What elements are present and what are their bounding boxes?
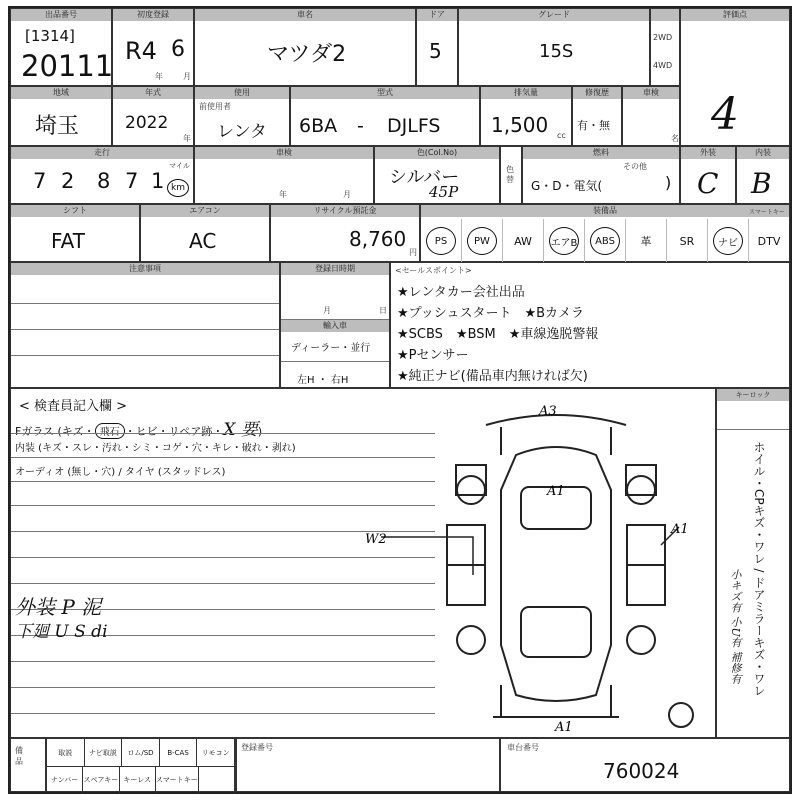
registration-cell: [280, 262, 390, 388]
registration-month: 月: [323, 306, 331, 315]
lot-number: 20111: [21, 49, 114, 83]
frame-number-value: 760024: [603, 759, 680, 783]
fuel-label: 燃料: [523, 147, 679, 159]
equipment-item: [585, 219, 626, 263]
shaken-month: 月: [343, 190, 351, 199]
accessories-row-2: [47, 766, 235, 793]
handle-value: 左H ・ 右H: [297, 375, 349, 386]
footer-accessories: [46, 738, 236, 792]
equipment-label: PS: [426, 227, 456, 255]
fuel-other-label: その他: [623, 162, 647, 171]
usage-label: 使用: [195, 87, 289, 99]
equipment-label: SR: [679, 234, 695, 248]
footer-mark-cell: [10, 738, 46, 792]
doors-value: 5: [429, 39, 442, 63]
front-windshield: [521, 607, 591, 657]
mileage-unit-mile: マイル: [169, 162, 190, 170]
usage-value: レンタ: [217, 122, 267, 142]
ac-cell: [140, 204, 270, 262]
first-reg-year-unit: 年: [155, 72, 163, 81]
shift-cell: [10, 204, 140, 262]
glass-end: ): [257, 425, 263, 438]
doors-label: ドア: [417, 9, 457, 21]
ac-label: エアコン: [141, 205, 269, 217]
mark-w2: W2: [365, 532, 387, 547]
equipment-item: [708, 219, 749, 263]
inspection-unit: 名: [671, 134, 679, 143]
lot-code: [1314]: [25, 27, 75, 45]
drive-4wd: 4WD: [653, 61, 673, 70]
accessory-item: キーレス: [120, 766, 156, 793]
exterior-label: 外装: [681, 147, 735, 159]
car-name-value: マツダ2: [267, 42, 347, 67]
rear-right-wheel: [627, 476, 655, 504]
fuel-cell: [522, 146, 680, 204]
grade-label: グレード: [459, 9, 649, 21]
shaken-cell: [194, 146, 374, 204]
fuel-value: G・D・電気(: [531, 179, 603, 193]
score-cell: [680, 8, 790, 146]
displacement-label: 排気量: [481, 87, 571, 99]
exterior-cell: [680, 146, 736, 204]
region-label: 地域: [11, 87, 111, 99]
model-code-cell: [290, 86, 480, 146]
equipment-item: [667, 219, 708, 263]
model-year-unit: 年: [183, 134, 191, 143]
color-value: シルバー: [389, 167, 460, 188]
interior-cell: [736, 146, 790, 204]
equipment-label: ナビ: [713, 227, 743, 255]
mileage-digit-1: 7: [33, 169, 47, 193]
rear-left-wheel: [457, 476, 485, 504]
mark-a1-front: A1: [555, 720, 573, 735]
color-cell: [374, 146, 500, 204]
inspector-line-1: [15, 415, 262, 440]
mileage-digit-4: 7: [125, 169, 139, 193]
sales-points-label-text: セールスポイント: [401, 266, 465, 275]
car-name-label: 車名: [195, 9, 415, 21]
model-code-value: DJLFS: [387, 115, 441, 137]
color-label: 色(Col.No): [375, 147, 499, 159]
drive-2wd: 2WD: [653, 33, 673, 42]
glass-prefix: Fガラス (キズ・: [15, 425, 95, 438]
grade-cell: [458, 8, 650, 86]
equipment-label: エアB: [549, 227, 579, 255]
interior-value: B: [751, 167, 772, 200]
ac-value: AC: [189, 229, 217, 253]
footer-mark-label: 備品: [15, 746, 23, 766]
interior-label: 内装: [737, 147, 789, 159]
accessory-item: [199, 766, 235, 793]
exterior-value: C: [697, 167, 719, 200]
model-year-label: 年式: [113, 87, 193, 99]
mileage-digit-5: 1: [151, 169, 165, 193]
inspector-title: < 検査員記入欄 >: [19, 399, 128, 414]
repair-history-cell: [572, 86, 622, 146]
equipment-label: ABS: [590, 227, 620, 255]
mileage-unit-km: km: [167, 179, 189, 197]
model-code-prefix: 6BA: [299, 115, 338, 137]
region-value: 埼玉: [35, 114, 80, 139]
inspector-line-2: 内装 (キズ・スレ・汚れ・シミ・コゲ・穴・キレ・破れ・剥れ): [15, 443, 296, 454]
first-reg-label: 初度登録: [113, 9, 193, 21]
auction-sheet: [8, 6, 792, 794]
mileage-cell: [10, 146, 194, 204]
displacement-cell: [480, 86, 572, 146]
usage-sub: 前使用者: [199, 102, 231, 111]
import-value: ディーラー・並行: [291, 343, 371, 354]
sales-points-cell: [390, 262, 790, 388]
sales-points-label: <セールスポイント>: [395, 266, 472, 275]
first-reg-month-unit: 月: [183, 72, 191, 81]
frame-number-cell: [500, 738, 790, 792]
color-change-cell: [500, 146, 522, 204]
equipment-item: [462, 219, 503, 263]
shift-label: シフト: [11, 205, 139, 217]
mark-a1-roof: A1: [547, 484, 565, 499]
accessory-item: 取説: [47, 739, 85, 766]
mileage-digit-2: 2: [61, 169, 75, 193]
recycle-label: リサイクル預託金: [271, 205, 419, 217]
registration-number-cell: [236, 738, 500, 792]
accessory-item: ナビ取説: [85, 739, 123, 766]
model-year-value: 2022: [125, 113, 169, 133]
handwritten-note-1: 外装 P 泥: [15, 595, 102, 619]
color-code: 45P: [429, 183, 459, 201]
car-name-cell: [194, 8, 416, 86]
equipment-label: PW: [467, 227, 497, 255]
mileage-label: 走行: [11, 147, 193, 159]
shift-value: FAT: [51, 229, 86, 253]
glass-mark: X 要: [223, 420, 258, 440]
model-code-dash: -: [357, 115, 364, 137]
score-label: 評価点: [681, 9, 789, 21]
drive-cell: [650, 8, 680, 86]
mark-a3: A3: [539, 404, 557, 419]
accessory-item: リモコン: [197, 739, 235, 766]
doors-cell: [416, 8, 458, 86]
region-cell: [10, 86, 112, 146]
spare-circle: [669, 703, 693, 727]
glass-chip-circled: 飛石: [95, 423, 125, 439]
sales-point-4: ★Pセンサー: [397, 348, 469, 363]
displacement-unit: cc: [557, 131, 566, 140]
shaken-year: 年: [279, 190, 287, 199]
lot-cell: [10, 8, 112, 86]
keylock-label: キーロック: [717, 389, 789, 401]
equipment-label: AW: [514, 234, 532, 248]
color-change-label: 色替: [506, 165, 514, 184]
mileage-unit-km-wrap: [167, 175, 189, 197]
mileage-digit-3: 8: [97, 169, 111, 193]
sales-point-2: ★プッシュスタート ★Bカメラ: [397, 306, 585, 321]
repair-history-value: 有・無: [577, 119, 610, 132]
side-text-2: 小キズ有 小U有 補修有: [729, 569, 742, 685]
front-left-wheel: [457, 626, 485, 654]
equipment-item: [626, 219, 667, 263]
first-reg-era: R4: [125, 37, 157, 65]
accessory-item: B-CAS: [160, 739, 198, 766]
accessory-item: スマートキー: [156, 766, 199, 793]
registration-day: 日: [379, 306, 387, 315]
recycle-cell: [270, 204, 420, 262]
inspection-label: 車検: [623, 87, 679, 99]
usage-cell: [194, 86, 290, 146]
registration-label: 登録日時期: [281, 263, 389, 275]
sales-point-5: ★純正ナビ(備品車内無ければ欠): [397, 369, 588, 384]
shaken-label: 車検: [195, 147, 373, 159]
equipment-item: [544, 219, 585, 263]
sales-point-1: ★レンタカー会社出品: [397, 285, 525, 300]
accessories-row-1: [47, 739, 235, 767]
side-text-1: ホイル・CPキズ・ワレ / ドアミラーキズ・ワレ: [752, 441, 766, 697]
model-year-cell: [112, 86, 194, 146]
frame-number-label: 車台番号: [507, 743, 539, 752]
equipment-cell: [420, 204, 790, 262]
recycle-unit: 円: [409, 248, 417, 257]
inspector-line-3: オーディオ (無し・穴) / タイヤ (スタッドレス): [15, 467, 226, 478]
first-reg-cell: [112, 8, 194, 86]
equipment-item: [421, 219, 462, 263]
registration-number-label: 登録番号: [241, 743, 273, 752]
glass-suffix: ・ヒビ・リペア跡・: [124, 425, 224, 438]
car-damage-diagram: [361, 395, 701, 739]
inspector-area: [10, 388, 716, 738]
smart-key-label: スマートキー: [749, 209, 785, 216]
equipment-label: 装備品: [421, 205, 789, 217]
accessory-item: ロム/SD: [122, 739, 160, 766]
side-column: [716, 388, 790, 738]
equipment-label: 革: [640, 235, 652, 248]
mark-a1-right: A1: [671, 522, 689, 537]
first-reg-month: 6: [171, 37, 185, 62]
repair-history-label: 修復歴: [573, 87, 621, 99]
caution-cell: [10, 262, 280, 388]
equipment-item: [503, 219, 544, 263]
accessory-item: ナンバー: [47, 766, 83, 793]
handwritten-note-2: 下廻 U S di: [15, 622, 108, 642]
equipment-list: [421, 219, 789, 263]
equipment-label: DTV: [757, 234, 781, 248]
accessory-item: スペアキー: [83, 766, 119, 793]
recycle-value: 8,760: [349, 227, 407, 251]
inspection-cell: [622, 86, 680, 146]
score-value: 4: [711, 89, 739, 140]
drive-header: [651, 9, 679, 21]
model-code-label: 型式: [291, 87, 479, 99]
front-right-wheel: [627, 626, 655, 654]
equipment-item: [749, 219, 789, 263]
fuel-close: ): [665, 173, 672, 192]
caution-label: 注意事項: [11, 263, 279, 275]
grade-value: 15S: [539, 41, 574, 62]
lot-label: 出品番号: [11, 9, 111, 21]
import-label: 輸入車: [281, 320, 389, 332]
sales-point-3: ★SCBS ★BSM ★車線逸脱警報: [397, 327, 599, 342]
displacement-value: 1,500: [491, 113, 549, 137]
